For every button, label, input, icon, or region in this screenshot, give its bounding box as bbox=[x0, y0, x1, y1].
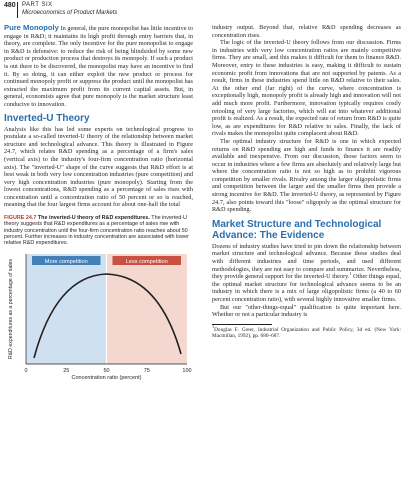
footnote-text: Douglas F. Greer, Industrial Organization and Public Policy, 3d ed. (New York: Macmillan, 1992), pp. 680–687. bbox=[212, 326, 401, 340]
optimal-structure-paragraph: The optimal industry structure for R&D is one in which expected returns on R&D spending are high and funds to finance it are readily available and inexpensive. From our discussion, those factors seem to occur in industries where a few firms are absolutely and relatively large but where the concentration ratio is not so high as to prohibit vigorous competition by smaller rivals. Rivalry among the larger oligopolistic firms and competition between the larger and the smaller firms then provide a strong incentive for R&D. The inverted-U theory, as represented by Figure 24.7, also points toward this "loose" oligopoly as the optimal structure for R&D spending. bbox=[212, 137, 401, 214]
header-divider bbox=[17, 2, 18, 18]
evidence-text-2: Other things equal, the optimal market structure for technological advance seems to be an industry in which there is a mix of large oligopolistic firms (a 40 to 60 percent concentration ratio), with several highly innovative smaller firms. bbox=[212, 273, 401, 303]
inverted-u-paragraph: Analysis like this has led some experts on technological progress to postulate a so-called inverted-U theory of the relationship between market structure and technological advance. This theory is illustrated in Figure 24.7, which relates R&D spending as a percentage of a firm's sales (vertical axis) to the industry's four-firm concentration ratio (horizontal axis). The "inverted-U" shape of the curve suggests that R&D effort is at best weak in both very low concentration industries (pure competition) and very high concentration industries (pure monopoly). Starting from the lowest concentrations, R&D spending as a percentage of sales rises with concentration until a concentration ratio of 50 percent or so is reached, meaning that the four largest firms account for about one-half the total bbox=[4, 125, 193, 209]
footnote bbox=[212, 324, 401, 340]
footnote-reference[interactable]: 1 bbox=[349, 271, 352, 277]
section-heading-evidence: Market Structure and Technological Advance: The Evidence bbox=[212, 218, 382, 241]
chart bbox=[4, 250, 193, 380]
x-tick-label: 25 bbox=[63, 367, 70, 374]
x-tick-label: 0 bbox=[24, 367, 28, 374]
band-0 bbox=[26, 254, 107, 364]
continuation-paragraph: industry output. Beyond that, relative R&D spending decreases as concentration rises. bbox=[212, 24, 401, 39]
figure-title: The inverted-U theory of R&D expenditures. bbox=[37, 215, 150, 222]
x-tick-label: 100 bbox=[182, 367, 192, 374]
figure-number: FIGURE 24.7 bbox=[4, 215, 37, 222]
right-column bbox=[212, 24, 401, 339]
figure-caption-text: The inverted-U theory suggests that R&D expenditures as a percentage of sales rise with industry concentration until the four-firm concentration ratio reaches about 50 percent. Further increases in industry concentration are associated with lower relative R&D expenditures. bbox=[4, 215, 189, 247]
x-axis-label: Concentration ratio (percent) bbox=[71, 374, 142, 380]
running-header bbox=[4, 2, 403, 19]
pure-monopoly-text: In general, the pure monopolist has little incentive to engage in R&D; it maintains its high profit through entry barriers that, in theory, are complete. The only incentive for the pure monopolist to engage in R&D is defensive: to reduce the risk of being blindsided by some new product or production process that destroys its monopoly. If such a product is out there to be discovered, the monopolist may have an incentive to find it. By so doing, it can either exploit the new product or process for continued monopoly profit or suppress the product until the monopolist has extracted the maximum profit from its current capital assets. But, in general, economists agree that pure monopoly is the market structure least conducive to innovation. bbox=[4, 25, 194, 108]
footnote-divider bbox=[212, 324, 272, 325]
evidence-paragraph bbox=[212, 243, 401, 304]
band-label-1: Less competition bbox=[125, 258, 168, 265]
run-in-heading-pure-monopoly: Pure Monopoly bbox=[4, 23, 59, 32]
logic-paragraph: The logic of the inverted-U theory follows from our discussion. Firms in industries with very low concentration ratios are mainly competitive firms. They are small, and this makes it difficult for them to finance R&D. Moreover, entry to these industries is easy, making it difficult to sustain economic profit from innovations that are not supported by patents. As a result, firms in these industries spend little on R&D relative to their sales. At the other end (far right) of the curve, where concentration is exceptionally high, monopoly profit is already high and innovation will not add much more profit. Furthermore, innovation typically requires costly retooling of very large factories, which will eat into whatever additional profit is realized. As a result, the expected rate of return from R&D is quite low, as are expenditures for R&D relative to sales. Finally, the lack of rivals makes the monopolist quite complacent about R&D. bbox=[212, 39, 401, 138]
band-label-0: More competition bbox=[44, 258, 88, 265]
part-label: PART SIX bbox=[22, 2, 53, 8]
y-axis-label: R&D expenditures as a percentage of sales bbox=[8, 258, 14, 359]
footnote-mark: 1 bbox=[212, 324, 215, 330]
inverted-u-chart bbox=[4, 250, 193, 380]
x-tick-label: 75 bbox=[143, 367, 150, 374]
x-tick-label: 50 bbox=[103, 367, 110, 374]
figure-24-7 bbox=[4, 215, 193, 379]
band-1 bbox=[107, 254, 188, 364]
page-number: 480 bbox=[4, 2, 16, 9]
figure-caption bbox=[4, 215, 193, 246]
pure-monopoly-paragraph bbox=[4, 24, 193, 109]
section-heading-inverted-u: Inverted-U Theory bbox=[4, 112, 90, 124]
evidence-text-1: Dozens of industry studies have tried to pin down the relationship between market structure and technological advance. Because these studies deal with different industries and time periods, and used different methodologies, they are not easy to compare and summarize. Nevertheless, they provide general support for the inverted-U theory. bbox=[212, 242, 401, 281]
left-column bbox=[4, 24, 193, 380]
qualification-paragraph: But our "other-things-equal" qualification is quite important here. Whether or not a particular industry is bbox=[212, 303, 401, 319]
chapter-title: Microeconomics of Product Markets bbox=[22, 10, 118, 16]
